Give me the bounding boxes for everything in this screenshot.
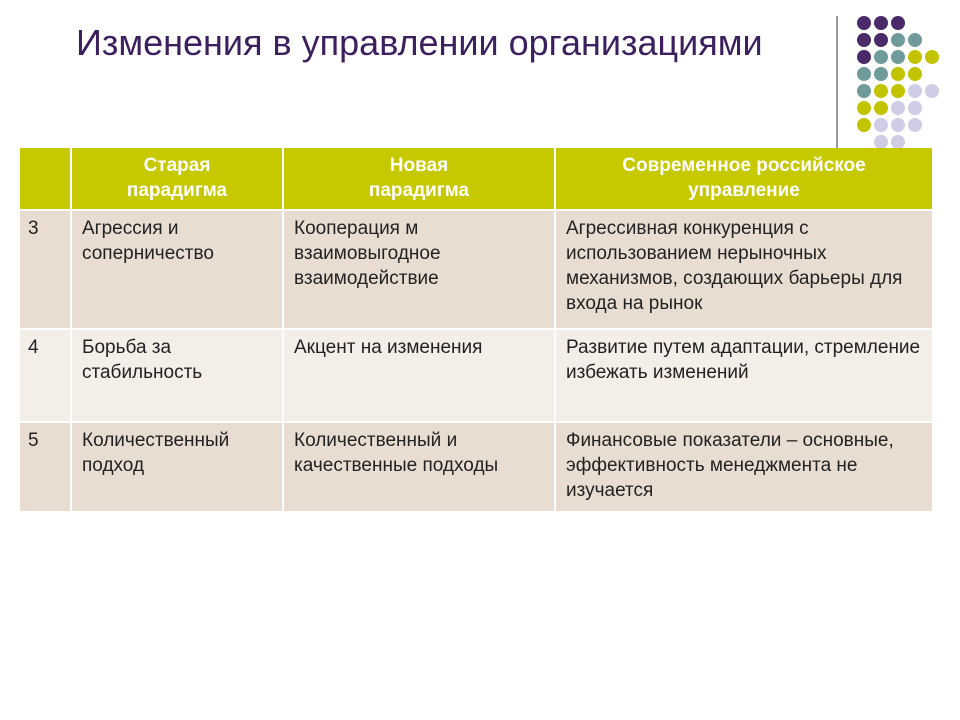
table-row: [20, 422, 933, 512]
decor-dot: [891, 33, 905, 47]
cell-russian-management: Развитие путем адаптации, стремление избежать изменений: [555, 329, 933, 422]
decor-dot: [874, 118, 888, 132]
decor-dot: [908, 101, 922, 115]
decor-dot: [908, 67, 922, 81]
table-row: [20, 329, 933, 422]
slide-title: Изменения в управлении организациями: [76, 22, 763, 63]
cell-russian-management: Агрессивная конкуренция с использованием нерыночных механизмов, создающих барьеры для входа на рынок: [555, 210, 933, 329]
decor-dot: [857, 101, 871, 115]
cell-new-paradigm: Кооперация м взаимовыгодное взаимодействие: [283, 210, 555, 329]
row-number: 4: [20, 329, 71, 422]
decor-dot: [925, 84, 939, 98]
decor-dot: [891, 135, 905, 149]
decor-dot: [874, 135, 888, 149]
decor-dot: [874, 50, 888, 64]
decor-dot: [925, 50, 939, 64]
cell-old-paradigm: Борьба за стабильность: [71, 329, 283, 422]
header-new-paradigm: Новая парадигма: [283, 148, 555, 210]
header-old-paradigm: Старая парадигма: [71, 148, 283, 210]
header-number: [20, 148, 71, 210]
cell-russian-management: Финансовые показатели – основные, эффективность менеджмента не изучается: [555, 422, 933, 512]
decor-dot: [908, 118, 922, 132]
decor-dot: [857, 67, 871, 81]
decor-dot: [908, 50, 922, 64]
row-number: 5: [20, 422, 71, 512]
cell-new-paradigm: Количественный и качественные подходы: [283, 422, 555, 512]
decor-dot: [874, 67, 888, 81]
paradigm-table: [20, 148, 934, 513]
decor-dot: [857, 118, 871, 132]
decor-dot: [874, 101, 888, 115]
table-row: [20, 210, 933, 329]
row-number: 3: [20, 210, 71, 329]
decor-dot: [857, 50, 871, 64]
cell-old-paradigm: Агрессия и соперничество: [71, 210, 283, 329]
cell-new-paradigm: Акцент на изменения: [283, 329, 555, 422]
vertical-divider: [836, 16, 838, 148]
decor-dot: [874, 16, 888, 30]
decor-dot: [857, 16, 871, 30]
decor-dot: [891, 101, 905, 115]
decor-dot: [891, 16, 905, 30]
decor-dot: [874, 84, 888, 98]
cell-old-paradigm: Количественный подход: [71, 422, 283, 512]
decor-dot: [857, 33, 871, 47]
decor-dot: [891, 118, 905, 132]
decor-dot: [891, 84, 905, 98]
header-russian-management: Современное российское управление: [555, 148, 933, 210]
decor-dot: [874, 33, 888, 47]
table-header-row: [20, 148, 933, 210]
decor-dot: [908, 84, 922, 98]
decor-dot: [908, 33, 922, 47]
decor-dot: [891, 67, 905, 81]
decor-dot: [891, 50, 905, 64]
decor-dot: [857, 84, 871, 98]
